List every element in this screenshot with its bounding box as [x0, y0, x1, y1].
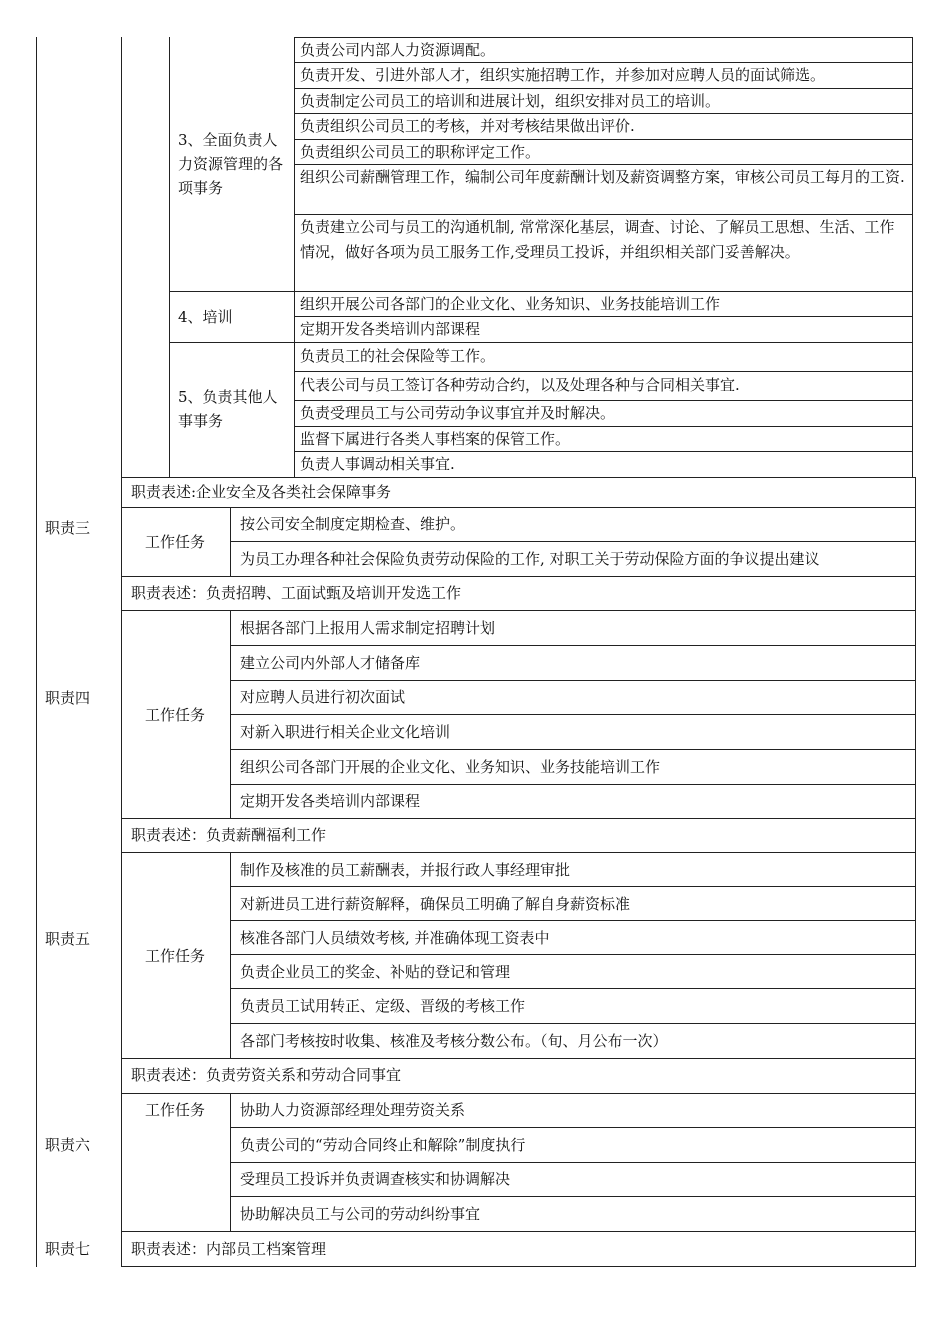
task-item: 对应聘人员进行初次面试 [240, 688, 406, 706]
task-item: 负责受理员工与公司劳动争议事宜并及时解决。 [300, 404, 616, 422]
task-label: 工作任务 [145, 706, 206, 724]
task-item: 为员工办理各种社会保险负责劳动保险的工作, 对职工关于劳动保险方面的争议提出建议 [240, 550, 820, 568]
table-border [121, 1231, 916, 1232]
duty-statement: 职责表述:企业安全及各类社会保障事务 [131, 483, 392, 501]
table-border [121, 477, 122, 1267]
table-border [230, 1162, 916, 1163]
table-border [121, 610, 916, 611]
table-border [230, 749, 916, 750]
duty-title: 职责三 [45, 519, 91, 537]
table-border [230, 784, 916, 785]
table-border [36, 477, 37, 1267]
duty-title: 职责五 [45, 930, 91, 948]
task-item: 定期开发各类培训内部课程 [240, 792, 421, 810]
task-item: 受理员工投诉并负责调查核实和协调解决 [240, 1170, 511, 1188]
table-border [121, 576, 916, 577]
table-border [230, 1023, 916, 1024]
task-item: 协助人力资源部经理处理劳资关系 [240, 1101, 466, 1119]
table-border [230, 680, 916, 681]
task-item: 组织公司薪酬管理工作，编制公司年度薪酬计划及薪资调整方案，审核公司员工每月的工资. [300, 168, 905, 186]
table-border [121, 1093, 916, 1094]
group-label: 5、负责其他人事事务 [178, 388, 278, 430]
task-item: 负责企业员工的奖金、补贴的登记和管理 [240, 963, 511, 981]
duty-statement: 职责表述：负责劳资关系和劳动合同事宜 [131, 1066, 402, 1084]
task-item: 负责制定公司员工的培训和进展计划，组织安排对员工的培训。 [300, 92, 721, 110]
duty-statement: 职责表述：负责薪酬福利工作 [131, 826, 327, 844]
task-label: 工作任务 [145, 947, 206, 965]
table-border [230, 886, 916, 887]
task-item: 负责员工试用转正、定级、晋级的考核工作 [240, 997, 526, 1015]
table-border [294, 371, 913, 372]
table-border [121, 852, 916, 853]
task-label: 工作任务 [145, 533, 206, 551]
table-border [36, 37, 37, 477]
task-item: 负责组织公司员工的职称评定工作。 [300, 143, 541, 161]
table-border [294, 37, 295, 477]
task-item: 核准各部门人员绩效考核, 并准确体现工资表中 [240, 929, 550, 947]
task-item: 负责开发、引进外部人才，组织实施招聘工作，并参加对应聘人员的面试筛选。 [300, 66, 826, 84]
task-item: 负责建立公司与员工的沟通机制, 常常深化基层，调查、讨论、了解员工思想、生活、工作情况，做好各项为员工服务工作,受理员工投诉，并组织相关部门妥善解决。 [300, 218, 895, 261]
table-border [121, 37, 122, 477]
task-item: 负责组织公司员工的考核，并对考核结果做出评价. [300, 117, 635, 135]
task-item: 监督下属进行各类人事档案的保管工作。 [300, 430, 571, 448]
task-item: 协助解决员工与公司的劳动纠纷事宜 [240, 1205, 481, 1223]
task-item: 按公司安全制度定期检查、维护。 [240, 515, 466, 533]
task-item: 对新入职进行相关企业文化培训 [240, 723, 451, 741]
task-item: 负责公司的“劳动合同终止和解除”制度执行 [240, 1136, 526, 1154]
table-border [169, 37, 170, 477]
table-border [121, 1058, 916, 1059]
table-border [230, 714, 916, 715]
table-border [121, 507, 916, 508]
table-border [169, 342, 913, 343]
task-item: 制作及核准的员工薪酬表，并报行政人事经理审批 [240, 861, 571, 879]
table-border [230, 852, 231, 1058]
task-item: 根据各部门上报用人需求制定招聘计划 [240, 619, 496, 637]
table-border [230, 954, 916, 955]
task-item: 负责人事调动相关事宜. [300, 455, 455, 473]
table-border [230, 920, 916, 921]
table-border [230, 1127, 916, 1128]
table-border [230, 1196, 916, 1197]
task-item: 各部门考核按时收集、核准及考核分数公布。（旬、月公布一次） [240, 1032, 668, 1050]
table-border [121, 477, 916, 478]
table-border [230, 645, 916, 646]
group-label: 3、全面负责人力资源管理的各项事务 [178, 131, 284, 197]
table-border [121, 818, 916, 819]
group-label: 4、培训 [178, 308, 233, 326]
table-border [121, 1266, 916, 1267]
duty-statement: 职责表述：内部员工档案管理 [131, 1240, 327, 1258]
task-item: 负责员工的社会保险等工作。 [300, 347, 496, 365]
table-border [230, 541, 916, 542]
task-item: 代表公司与员工签订各种劳动合约，以及处理各种与合同相关事宜. [300, 376, 740, 394]
task-item: 组织公司各部门开展的企业文化、业务知识、业务技能培训工作 [240, 758, 661, 776]
duty-title: 职责四 [45, 689, 91, 707]
duty-statement: 职责表述：负责招聘、工面试甄及培训开发选工作 [131, 584, 462, 602]
duty-title: 职责七 [45, 1240, 91, 1258]
task-label: 工作任务 [145, 1101, 206, 1119]
duty-title: 职责六 [45, 1136, 91, 1154]
table-border [915, 477, 916, 1267]
task-item: 建立公司内外部人才储备库 [240, 654, 421, 672]
task-item: 负责公司内部人力资源调配。 [300, 41, 496, 59]
task-item: 定期开发各类培训内部课程 [300, 320, 481, 338]
task-item: 对新进员工进行薪资解释，确保员工明确了解自身薪资标准 [240, 895, 631, 913]
table-border [230, 988, 916, 989]
task-item: 组织开展公司各部门的企业文化、业务知识、业务技能培训工作 [300, 295, 721, 313]
table-border [912, 37, 913, 477]
